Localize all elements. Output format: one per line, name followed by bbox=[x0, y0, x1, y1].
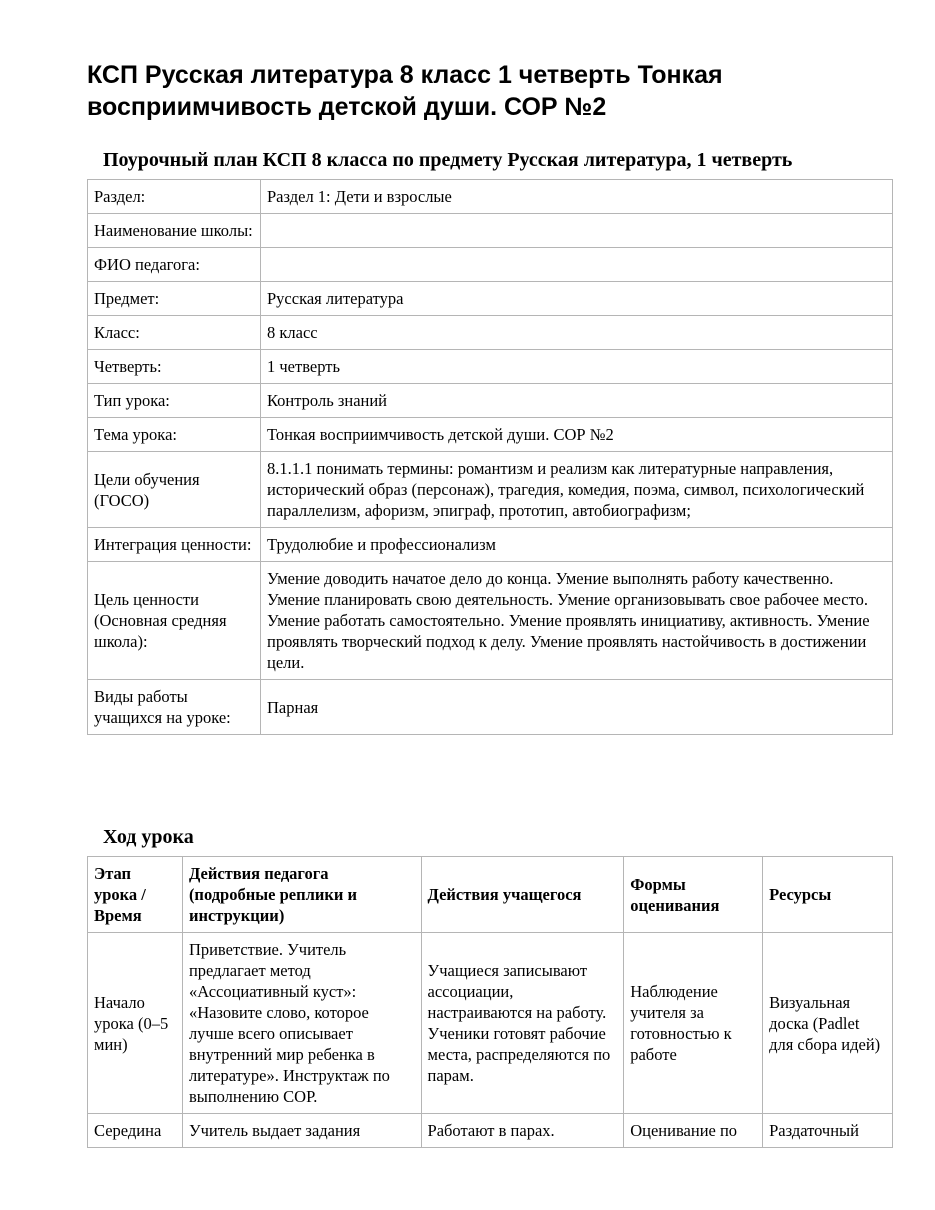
info-value: Тонкая восприимчивость детской души. СОР №2 bbox=[261, 418, 893, 452]
info-label: Цель ценности (Основная средняя школа): bbox=[88, 562, 261, 680]
info-row bbox=[88, 384, 893, 418]
info-row bbox=[88, 316, 893, 350]
lesson-column-header: Формы оценивания bbox=[624, 857, 763, 933]
document-title: КСП Русская литература 8 класс 1 четверть Тонкая восприимчивость детской души. СОР №2 bbox=[87, 61, 723, 121]
lesson-column-header: Ресурсы bbox=[763, 857, 893, 933]
info-row bbox=[88, 418, 893, 452]
info-row bbox=[88, 350, 893, 384]
info-label: Тема урока: bbox=[88, 418, 261, 452]
info-label: ФИО педагога: bbox=[88, 248, 261, 282]
info-value: 8.1.1.1 понимать термины: романтизм и реализм как литературные направления, исторический образ (персонаж), трагедия, комедия, поэма, символ, психологический параллелизм, афоризм, эпиграф, прототип, автобиографизм; bbox=[261, 452, 893, 528]
info-value: Умение доводить начатое дело до конца. Умение выполнять работу качественно. Умение планировать свою деятельность. Умение организовывать свое рабочее место. Умение работать самостоятельно. Умение проявлять инициативу, активность. Умение проявлять творческий подход к делу. Умение проявлять настойчивость в достижении цели. bbox=[261, 562, 893, 680]
info-label: Раздел: bbox=[88, 180, 261, 214]
info-row bbox=[88, 180, 893, 214]
lesson-header-row bbox=[88, 857, 893, 933]
lesson-cell: Раздаточный bbox=[763, 1114, 893, 1148]
lesson-progress-heading: Ход урока bbox=[103, 826, 194, 848]
info-row bbox=[88, 214, 893, 248]
info-row bbox=[88, 282, 893, 316]
lesson-row bbox=[88, 1114, 893, 1148]
info-label: Предмет: bbox=[88, 282, 261, 316]
info-value: Парная bbox=[261, 680, 893, 735]
info-value: 8 класс bbox=[261, 316, 893, 350]
lesson-cell: Оценивание по bbox=[624, 1114, 763, 1148]
info-row bbox=[88, 528, 893, 562]
info-label: Интеграция ценности: bbox=[88, 528, 261, 562]
info-value: Контроль знаний bbox=[261, 384, 893, 418]
lesson-cell: Визуальная доска (Padlet для сбора идей) bbox=[763, 933, 893, 1114]
info-row bbox=[88, 248, 893, 282]
lesson-cell: Приветствие. Учитель предлагает метод «Ассоциативный куст»: «Назовите слово, которое лучше всего описывает внутренний мир ребенка в литературе». Инструктаж по выполнению СОР. bbox=[182, 933, 421, 1114]
info-value: Раздел 1: Дети и взрослые bbox=[261, 180, 893, 214]
plan-heading: Поурочный план КСП 8 класса по предмету Русская литература, 1 четверть bbox=[103, 149, 793, 171]
info-value bbox=[261, 248, 893, 282]
lesson-cell: Работают в парах. bbox=[421, 1114, 624, 1148]
info-row bbox=[88, 562, 893, 680]
lesson-column-header: Этап урока / Время bbox=[88, 857, 183, 933]
info-label: Класс: bbox=[88, 316, 261, 350]
lesson-cell: Начало урока (0–5 мин) bbox=[88, 933, 183, 1114]
lesson-cell: Учитель выдает задания bbox=[182, 1114, 421, 1148]
info-value bbox=[261, 214, 893, 248]
lesson-column-header: Действия педагога (подробные реплики и инструкции) bbox=[182, 857, 421, 933]
lesson-column-header: Действия учащегося bbox=[421, 857, 624, 933]
info-value: 1 четверть bbox=[261, 350, 893, 384]
info-label: Цели обучения (ГОСО) bbox=[88, 452, 261, 528]
info-label: Четверть: bbox=[88, 350, 261, 384]
lesson-cell: Наблюдение учителя за готовностью к работе bbox=[624, 933, 763, 1114]
info-label: Виды работы учащихся на уроке: bbox=[88, 680, 261, 735]
info-value: Трудолюбие и профессионализм bbox=[261, 528, 893, 562]
info-label: Тип урока: bbox=[88, 384, 261, 418]
lesson-info-table bbox=[87, 179, 893, 735]
info-row bbox=[88, 452, 893, 528]
info-row bbox=[88, 680, 893, 735]
lesson-cell: Учащиеся записывают ассоциации, настраиваются на работу. Ученики готовят рабочие места, распределяются по парам. bbox=[421, 933, 624, 1114]
lesson-row bbox=[88, 933, 893, 1114]
info-value: Русская литература bbox=[261, 282, 893, 316]
lesson-cell: Середина bbox=[88, 1114, 183, 1148]
lesson-progress-table bbox=[87, 856, 893, 1148]
info-label: Наименование школы: bbox=[88, 214, 261, 248]
